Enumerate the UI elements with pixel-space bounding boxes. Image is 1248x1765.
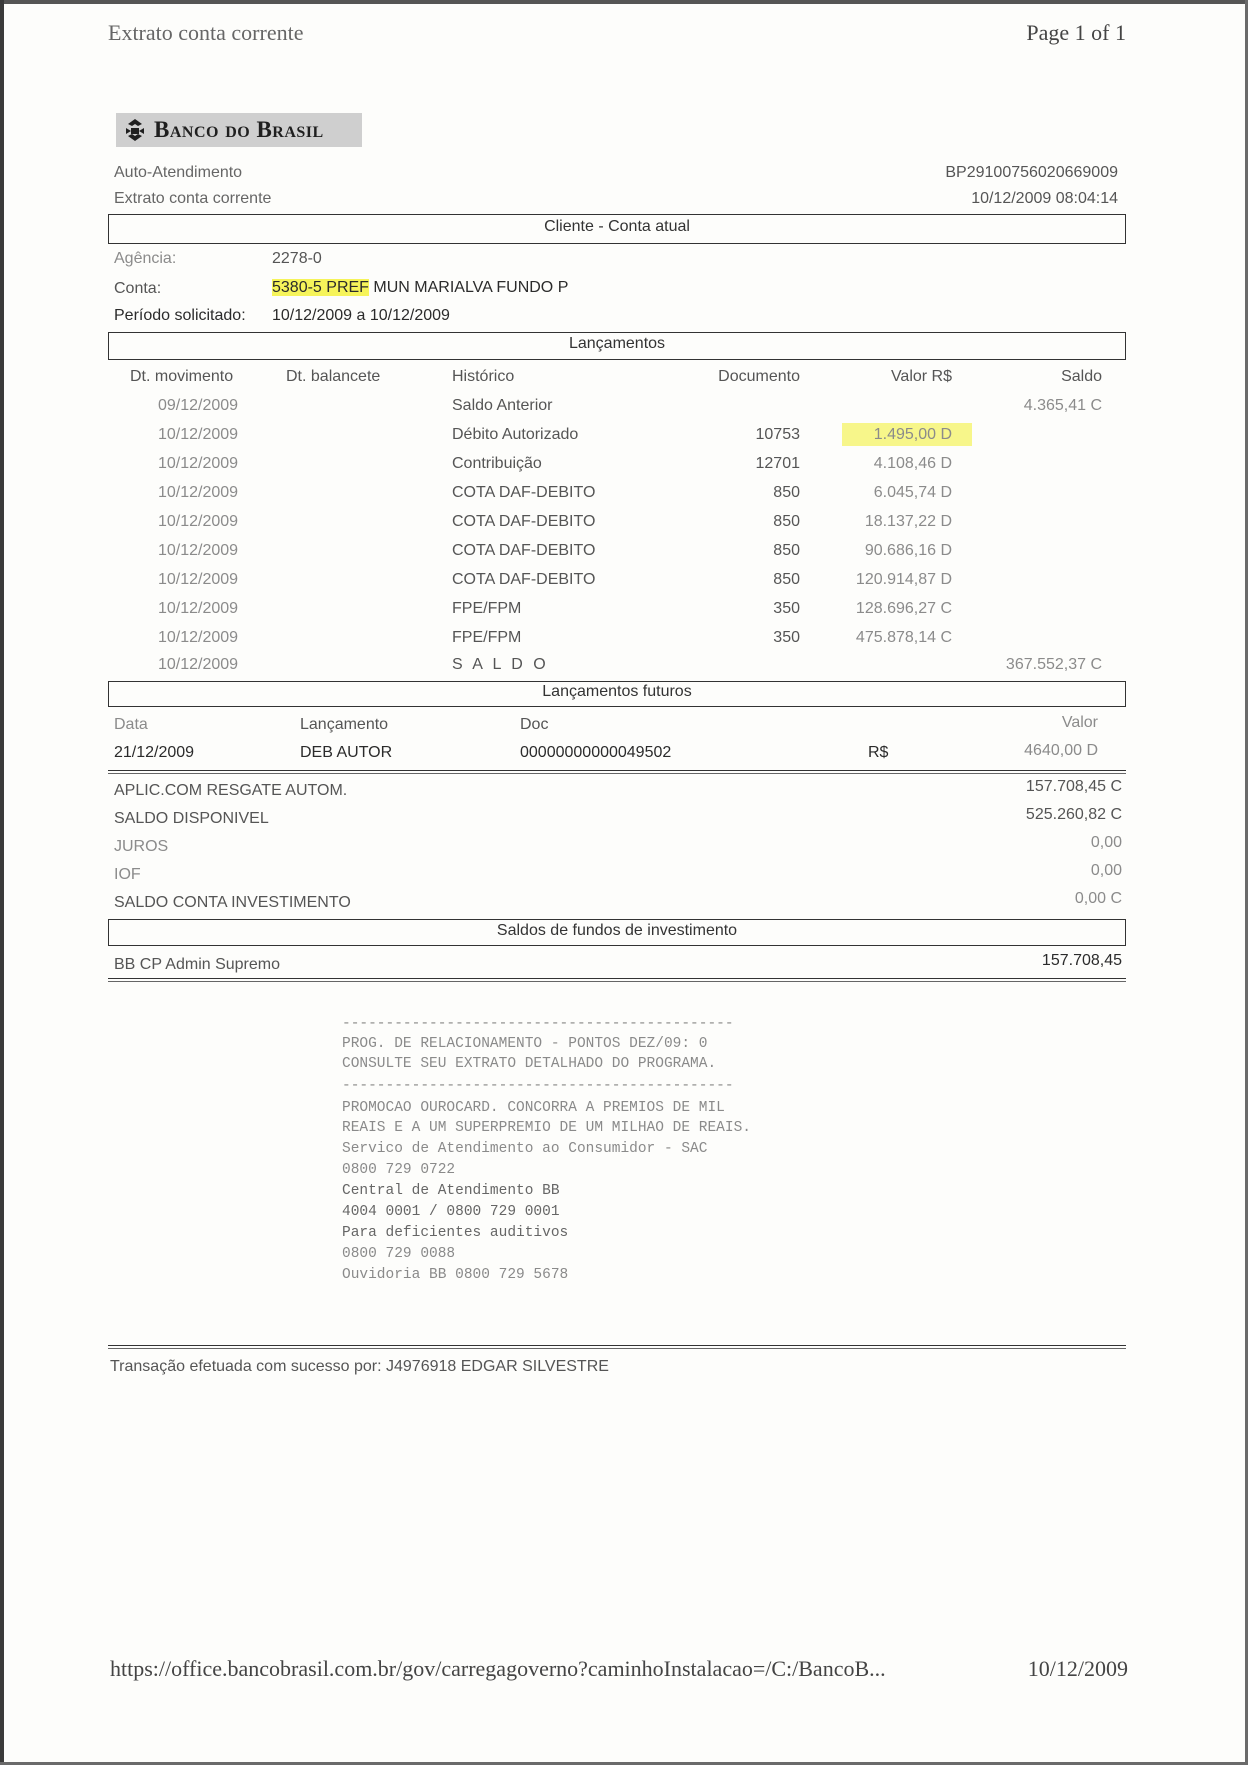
fundo-value: 157.708,45 bbox=[1041, 952, 1122, 969]
notice-line: PROMOCAO OUROCARD. CONCORRA A PREMIOS DE MIL bbox=[342, 1100, 725, 1116]
document-title: Extrato conta corrente bbox=[114, 190, 272, 207]
row-valor: 4.108,46 D bbox=[873, 455, 952, 472]
row-historico: COTA DAF-DEBITO bbox=[452, 513, 596, 530]
fundos-section-title: Saldos de fundos de investimento bbox=[496, 922, 738, 939]
col-header-dt-balancete: Dt. balancete bbox=[286, 368, 381, 385]
row-documento: 850 bbox=[773, 484, 800, 501]
bank-name: Banco do Brasil bbox=[154, 117, 324, 142]
row-date: 10/12/2009 bbox=[158, 629, 239, 646]
futuros-header-valor: Valor bbox=[1061, 714, 1098, 731]
summary-value: 0,00 bbox=[1090, 834, 1122, 851]
divider bbox=[108, 773, 1126, 774]
divider bbox=[108, 770, 1126, 771]
agencia-value: 2278-0 bbox=[272, 250, 322, 267]
row-historico: COTA DAF-DEBITO bbox=[452, 484, 596, 501]
row-valor: 90.686,16 D bbox=[864, 542, 952, 559]
notice-line: --------------------------------------------- bbox=[342, 1078, 734, 1094]
summary-label: SALDO DISPONIVEL bbox=[114, 810, 269, 827]
row-valor: 1.495,00 D bbox=[873, 426, 952, 443]
summary-label: APLIC.COM RESGATE AUTOM. bbox=[114, 782, 348, 799]
row-valor: 18.137,22 D bbox=[864, 513, 952, 530]
row-valor: 120.914,87 D bbox=[855, 571, 952, 588]
print-footer-date: 10/12/2009 bbox=[1027, 1656, 1128, 1681]
row-historico: Débito Autorizado bbox=[452, 426, 579, 443]
notice-line: Para deficientes auditivos bbox=[342, 1225, 569, 1241]
futuros-row-lancamento: DEB AUTOR bbox=[300, 744, 393, 761]
row-date: 10/12/2009 bbox=[158, 484, 239, 501]
periodo-label: Período solicitado: bbox=[114, 307, 246, 324]
periodo-value: 10/12/2009 a 10/12/2009 bbox=[272, 307, 450, 324]
row-date: 10/12/2009 bbox=[158, 455, 239, 472]
notice-line: CONSULTE SEU EXTRATO DETALHADO DO PROGRAMA. bbox=[342, 1056, 717, 1072]
statement-timestamp: 10/12/2009 08:04:14 bbox=[971, 190, 1118, 207]
transaction-status: Transação efetuada com sucesso por: J4976918 EDGAR SILVESTRE bbox=[110, 1358, 609, 1375]
row-documento: 850 bbox=[773, 571, 800, 588]
fundo-name: BB CP Admin Supremo bbox=[114, 956, 281, 973]
divider bbox=[108, 978, 1126, 979]
client-section-header bbox=[108, 214, 1126, 244]
row-date: 09/12/2009 bbox=[158, 397, 239, 414]
futuros-section-title: Lançamentos futuros bbox=[542, 683, 692, 700]
notice-line: 0800 729 0088 bbox=[342, 1246, 456, 1262]
client-section-title: Cliente - Conta atual bbox=[544, 218, 690, 235]
divider bbox=[108, 1345, 1126, 1346]
row-documento: 850 bbox=[773, 542, 800, 559]
fundos-section-header bbox=[108, 919, 1126, 946]
row-historico: Saldo Anterior bbox=[452, 397, 553, 414]
notice-line: Central de Atendimento BB bbox=[342, 1183, 560, 1199]
futuros-header-lancamento: Lançamento bbox=[300, 716, 389, 733]
row-historico: COTA DAF-DEBITO bbox=[452, 571, 596, 588]
futuros-header-doc: Doc bbox=[520, 716, 549, 733]
row-documento: 350 bbox=[773, 600, 800, 617]
divider bbox=[108, 981, 1126, 982]
row-date: 10/12/2009 bbox=[158, 426, 239, 443]
col-header-dt-movimento: Dt. movimento bbox=[130, 368, 234, 385]
row-date: 10/12/2009 bbox=[158, 542, 239, 559]
conta-name: MUN MARIALVA FUNDO P bbox=[368, 279, 569, 296]
print-footer-url: https://office.bancobrasil.com.br/gov/carregagoverno?caminhoInstalacao=/C:/BancoB... bbox=[110, 1656, 886, 1681]
futuros-section-header bbox=[108, 681, 1126, 707]
conta-label: Conta: bbox=[114, 280, 162, 297]
row-documento: 10753 bbox=[755, 426, 800, 443]
banco-do-brasil-logo bbox=[116, 113, 362, 147]
col-header-valor: Valor R$ bbox=[890, 368, 952, 385]
summary-value: 0,00 bbox=[1090, 862, 1122, 879]
row-date: 10/12/2009 bbox=[158, 600, 239, 617]
notice-line: Ouvidoria BB 0800 729 5678 bbox=[342, 1267, 569, 1283]
futuros-header-data: Data bbox=[114, 716, 148, 733]
notice-line: PROG. DE RELACIONAMENTO - PONTOS DEZ/09: 0 bbox=[342, 1036, 708, 1052]
row-historico: FPE/FPM bbox=[452, 600, 522, 617]
print-page-number: Page 1 of 1 bbox=[1026, 20, 1126, 45]
print-header-title: Extrato conta corrente bbox=[108, 20, 304, 45]
row-saldo: 4.365,41 C bbox=[1023, 397, 1102, 414]
row-historico: Contribuição bbox=[452, 455, 542, 472]
row-date: 10/12/2009 bbox=[158, 571, 239, 588]
service-name: Auto-Atendimento bbox=[114, 164, 243, 181]
summary-label: IOF bbox=[114, 866, 141, 883]
summary-label: JUROS bbox=[114, 838, 169, 855]
notice-line: 4004 0001 / 0800 729 0001 bbox=[342, 1204, 560, 1220]
row-historico: FPE/FPM bbox=[452, 629, 522, 646]
row-documento: 350 bbox=[773, 629, 800, 646]
summary-label: SALDO CONTA INVESTIMENTO bbox=[114, 894, 351, 911]
summary-value: 157.708,45 C bbox=[1025, 778, 1122, 795]
divider bbox=[108, 1348, 1126, 1349]
row-valor: 128.696,27 C bbox=[855, 600, 952, 617]
conta-value bbox=[272, 279, 568, 297]
col-header-saldo: Saldo bbox=[1061, 368, 1102, 385]
row-date: 10/12/2009 bbox=[158, 513, 239, 530]
notice-line: 0800 729 0722 bbox=[342, 1162, 456, 1178]
summary-value: 0,00 C bbox=[1074, 890, 1122, 907]
summary-value: 525.260,82 C bbox=[1025, 806, 1122, 823]
row-historico: COTA DAF-DEBITO bbox=[452, 542, 596, 559]
bb-logo-icon bbox=[122, 117, 148, 143]
futuros-row-data: 21/12/2009 bbox=[114, 744, 195, 761]
futuros-row-valor: 4640,00 D bbox=[1024, 742, 1098, 759]
row-date: 10/12/2009 bbox=[158, 656, 239, 673]
futuros-row-currency: R$ bbox=[868, 744, 889, 761]
col-header-documento: Documento bbox=[718, 368, 800, 385]
lancamentos-section-title: Lançamentos bbox=[568, 335, 666, 352]
agencia-label: Agência: bbox=[114, 250, 177, 267]
notice-line: REAIS E A UM SUPERPREMIO DE UM MILHAO DE REAIS. bbox=[342, 1120, 751, 1136]
row-valor: 475.878,14 C bbox=[855, 629, 952, 646]
conta-highlight: 5380-5 PREF bbox=[272, 279, 369, 296]
row-valor: 6.045,74 D bbox=[873, 484, 952, 501]
row-saldo: 367.552,37 C bbox=[1005, 656, 1102, 673]
notice-line: --------------------------------------------- bbox=[342, 1016, 734, 1032]
row-documento: 850 bbox=[773, 513, 800, 530]
row-documento: 12701 bbox=[755, 455, 800, 472]
col-header-historico: Histórico bbox=[452, 368, 515, 385]
futuros-row-doc: 00000000000049502 bbox=[520, 744, 672, 761]
row-historico: S A L D O bbox=[452, 656, 549, 673]
protocol-number: BP29100756020669009 bbox=[945, 164, 1118, 181]
lancamentos-section-header bbox=[108, 332, 1126, 360]
notice-line: Servico de Atendimento ao Consumidor - SAC bbox=[342, 1141, 708, 1157]
